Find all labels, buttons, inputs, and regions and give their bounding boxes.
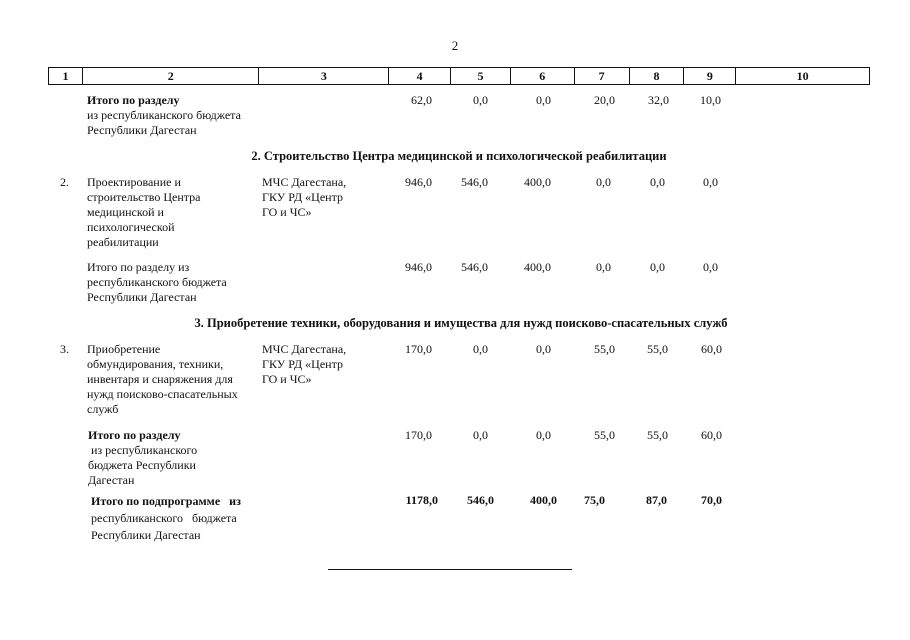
value-col-8: 0,0	[650, 260, 665, 274]
executor-line: ГО и ЧС»	[262, 205, 312, 219]
name-line: нужд поисково-спасательных	[87, 387, 238, 401]
label-line: республиканского бюджета	[87, 275, 227, 289]
value-col-8: 55,0	[647, 428, 668, 442]
total-subprogram-label	[91, 493, 266, 544]
value-col-8: 55,0	[647, 342, 668, 356]
value-col-9: 60,0	[701, 428, 722, 442]
value-col-9: 10,0	[700, 93, 721, 107]
header-col-9: 9	[684, 68, 736, 84]
section-3-title: 3. Приобретение техники, оборудования и имущества для нужд поисково-спасательных служб	[194, 316, 728, 330]
value-col-6: 400,0	[524, 260, 551, 274]
row-2-name	[87, 175, 259, 250]
name-line: обмундирования, техники,	[87, 357, 224, 371]
label-line: республиканского бюджета	[91, 511, 237, 525]
header-col-1: 1	[49, 68, 83, 84]
value-col-6: 0,0	[536, 93, 551, 107]
value-col-9: 70,0	[701, 493, 722, 507]
value-col-4: 62,0	[411, 93, 432, 107]
name-line: инвентаря и снаряжения для	[87, 372, 233, 386]
value-col-6: 0,0	[536, 342, 551, 356]
header-col-2: 2	[83, 68, 260, 84]
name-line: служб	[87, 402, 119, 416]
header-col-10: 10	[796, 69, 809, 83]
label-line: из республиканского	[91, 443, 198, 457]
total-section-2-label	[87, 260, 262, 305]
value-col-6: 400,0	[530, 493, 557, 507]
value-col-7: 0,0	[596, 175, 611, 189]
row-3-name	[87, 342, 259, 417]
name-line: реабилитации	[87, 235, 159, 249]
executor-line: МЧС Дагестана,	[262, 175, 347, 189]
value-col-7: 0,0	[596, 260, 611, 274]
executor-line: ГО и ЧС»	[262, 372, 312, 386]
executor-line: ГКУ РД «Центр	[262, 190, 343, 204]
row-3-executor	[262, 342, 387, 387]
closing-rule	[328, 569, 572, 570]
label-line: из республиканского бюджета	[87, 108, 241, 122]
header-col-5: 5	[451, 68, 511, 84]
value-col-5: 546,0	[461, 260, 488, 274]
row-3-number: 3.	[60, 342, 69, 356]
page-number: 2	[451, 38, 459, 53]
value-col-4: 170,0	[405, 342, 432, 356]
label-line: Итого по разделу	[88, 428, 181, 442]
value-col-5: 0,0	[473, 428, 488, 442]
value-col-7: 55,0	[594, 428, 615, 442]
label-line: Республики Дагестан	[87, 123, 197, 137]
value-col-7: 55,0	[594, 342, 615, 356]
row-2-executor	[262, 175, 387, 220]
value-col-9: 60,0	[701, 342, 722, 356]
label-line: Республики Дагестан	[87, 290, 197, 304]
value-col-7: 75,0	[584, 493, 605, 507]
value-col-5: 0,0	[473, 342, 488, 356]
value-col-6: 0,0	[536, 428, 551, 442]
name-line: психологической	[87, 220, 175, 234]
header-col-3: 3	[259, 68, 389, 84]
section-2-title: 2. Строительство Центра медицинской и психологической реабилитации	[251, 149, 667, 163]
header-col-6: 6	[511, 68, 575, 84]
value-col-4: 946,0	[405, 260, 432, 274]
value-col-8: 0,0	[650, 175, 665, 189]
name-line: Приобретение	[87, 342, 161, 356]
value-col-5: 546,0	[461, 175, 488, 189]
label-line: Республики Дагестан	[91, 528, 201, 542]
value-col-8: 87,0	[646, 493, 667, 507]
total-section-1-label	[87, 93, 262, 138]
label-line: Итого по разделу	[87, 93, 180, 107]
executor-line: ГКУ РД «Центр	[262, 357, 343, 371]
value-col-9: 0,0	[703, 260, 718, 274]
row-2-number: 2.	[60, 175, 69, 189]
header-col-4: 4	[389, 68, 451, 84]
name-line: строительство Центра	[87, 190, 201, 204]
value-col-8: 32,0	[648, 93, 669, 107]
name-line: Проектирование и	[87, 175, 181, 189]
value-col-7: 20,0	[594, 93, 615, 107]
value-col-4: 946,0	[405, 175, 432, 189]
header-col-8: 8	[630, 68, 685, 84]
label-line: бюджета Республики	[88, 458, 196, 472]
total-section-3-label	[88, 428, 263, 488]
label-line: Итого по подпрограмме из	[91, 494, 241, 508]
label-line: Дагестан	[88, 473, 135, 487]
label-line: Итого по разделу из	[87, 260, 190, 274]
table-header-row	[48, 67, 870, 85]
name-line: медицинской и	[87, 205, 164, 219]
executor-line: МЧС Дагестана,	[262, 342, 347, 356]
value-col-9: 0,0	[703, 175, 718, 189]
value-col-5: 0,0	[473, 93, 488, 107]
value-col-4: 1178,0	[405, 493, 438, 507]
value-col-4: 170,0	[405, 428, 432, 442]
value-col-6: 400,0	[524, 175, 551, 189]
value-col-5: 546,0	[467, 493, 494, 507]
header-col-7: 7	[575, 68, 630, 84]
